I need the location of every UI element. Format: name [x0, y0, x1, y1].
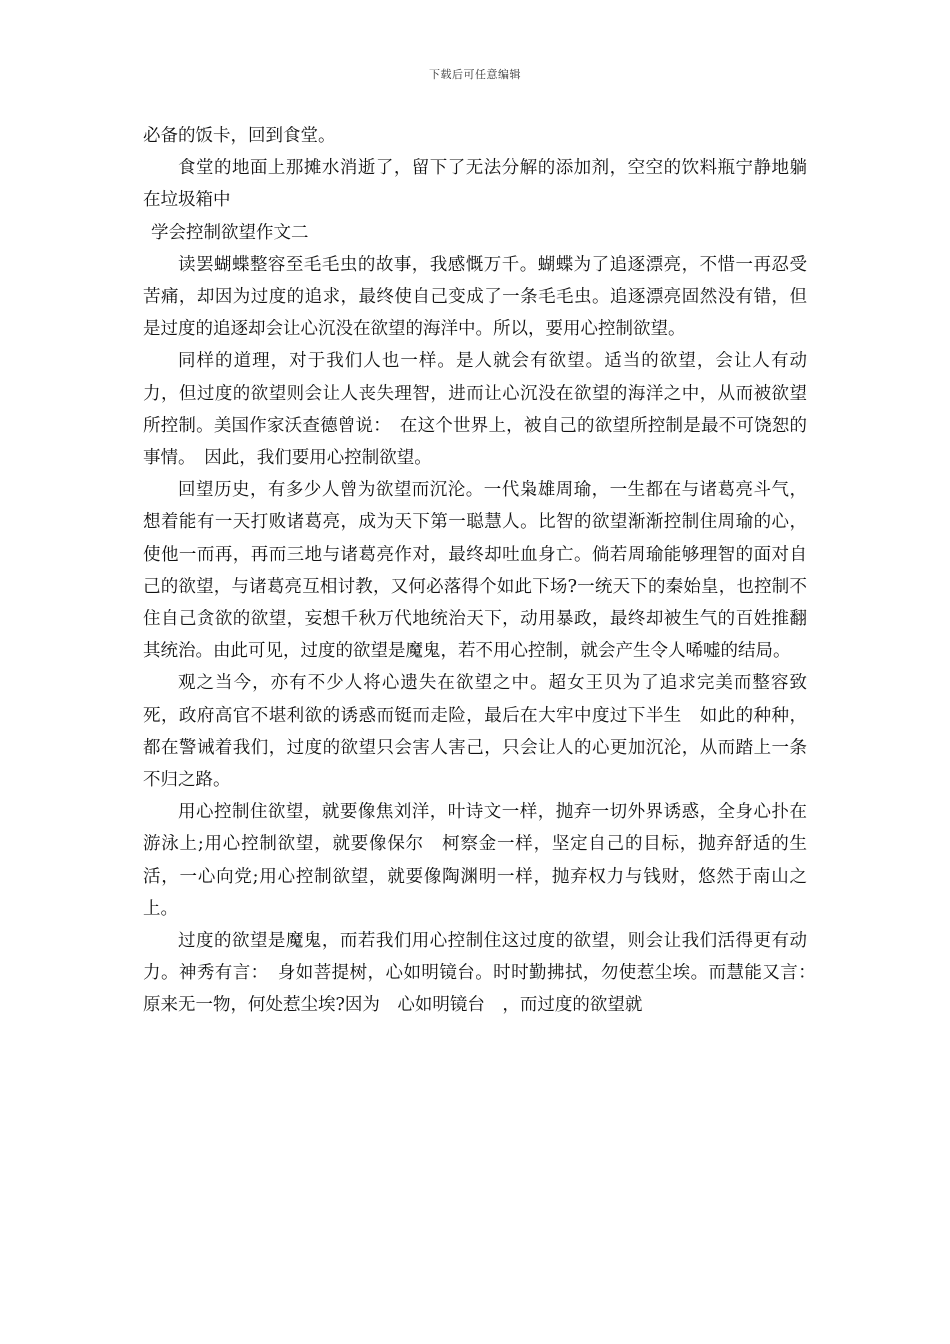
paragraph: 回望历史，有多少人曾为欲望而沉沦。一代枭雄周瑜，一生都在与诸葛亮斗气，想着能有一天打败诸葛亮，成为天下第一聪慧人。比智的欲望渐渐控制住周瑜的心，使他一而再，再而三地与诸葛亮作对，最终却吐血身亡。倘若周瑜能够理智的面对自己的欲望，与诸葛亮互相讨教，又何必落得个如此下场?一统天下的秦始皇，也控制不住自己贪欲的欲望，妄想千秋万代地统治天下，动用暴政，最终却被生气的百姓推翻其统治。由此可见，过度的欲望是魔鬼，若不用心控制，就会产生令人唏嘘的结局。	[143, 480, 807, 662]
section-title: 学会控制欲望作文二	[151, 222, 309, 243]
paragraph: 过度的欲望是魔鬼，而若我们用心控制住这过度的欲望，则会让我们活得更有动力。神秀有言： 身如菩提树，心如明镜台。时时勤拂拭，勿使惹尘埃。而慧能又言： 原来无一物，何处惹尘埃?因为 心如明镜台 ，而过度的欲望就	[143, 931, 825, 1016]
paragraph: 观之当今，亦有不少人将心遗失在欲望之中。超女王贝为了追求完美而整容致死，政府高官不堪利欲的诱惑而铤而走险，最后在大牢中度过下半生 如此的种种，都在警诫着我们，过度的欲望只会害人害己，只会让人的心更加沉沦，从而踏上一条不归之路。	[143, 673, 807, 791]
paragraph-continuation: 必备的饭卡，回到食堂。	[143, 126, 336, 146]
paragraph: 同样的道理，对于我们人也一样。是人就会有欲望。适当的欲望，会让人有动力，但过度的欲望则会让人丧失理智，进而让心沉没在欲望的海洋之中，从而被欲望所控制。美国作家沃查德曾说： 在这个世界上，被自己的欲望所控制是最不可饶恕的事情。 因此，我们要用心控制欲望。	[143, 351, 807, 469]
paragraph: 读罢蝴蝶整容至毛毛虫的故事，我感慨万千。蝴蝶为了追逐漂亮，不惜一再忍受苦痛，却因为过度的追求，最终使自己变成了一条毛毛虫。追逐漂亮固然没有错，但是过度的追逐却会让心沉没在欲望的海洋中。所以，要用心控制欲望。	[143, 254, 807, 340]
page-header: 下载后可任意编辑	[429, 68, 521, 81]
paragraph: 用心控制住欲望，就要像焦刘洋，叶诗文一样，抛弃一切外界诱惑，全身心扑在游泳上;用心控制欲望，就要像保尔 柯察金一样，坚定自己的目标，抛弃舒适的生活，一心向党;用心控制欲望，就要像陶渊明一样，抛弃权力与钱财，悠然于南山之上。	[143, 802, 807, 919]
document-body	[143, 120, 825, 1022]
paragraph: 食堂的地面上那摊水消逝了，留下了无法分解的添加剂，空空的饮料瓶宁静地躺在垃圾箱中	[143, 158, 807, 211]
